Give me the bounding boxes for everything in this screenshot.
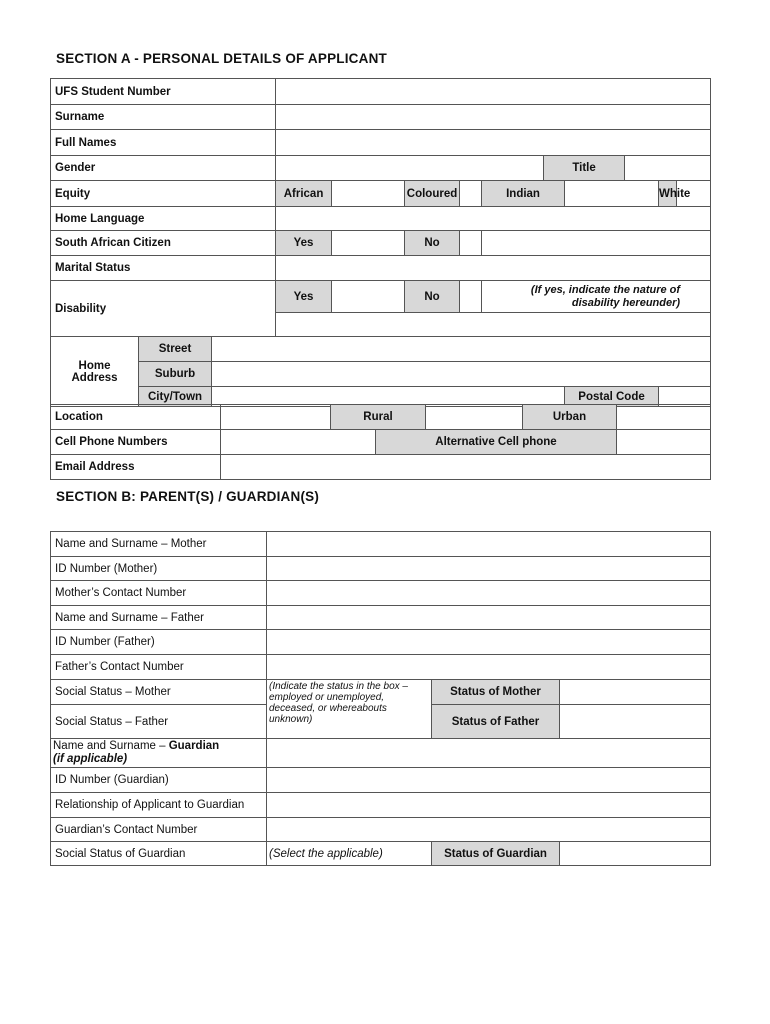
street-label: Street [139,337,212,362]
citizen-no-box[interactable] [460,231,482,256]
guardian-name-prefix: Name and Surname – [53,740,169,752]
equity-african-box[interactable] [332,181,405,207]
citizen-yes-box[interactable] [332,231,405,256]
email-label: Email Address [51,455,221,480]
status-guardian-field[interactable] [560,842,711,866]
home-language-label: Home Language [51,207,276,231]
guardian-id-label: ID Number (Guardian) [51,768,267,793]
disability-nature-field[interactable] [276,313,711,337]
father-name-label: Name and Surname – Father [51,606,267,630]
full-names-field[interactable] [276,130,711,156]
mother-name-field[interactable] [267,532,711,557]
gender-label: Gender [51,156,276,181]
disability-no-label: No [405,281,460,313]
guardian-contact-label: Guardian’s Contact Number [51,818,267,842]
guardian-social-label: Social Status of Guardian [51,842,267,866]
equity-african-label: African [276,181,332,207]
rural-box[interactable] [426,405,523,430]
citizen-yes-label: Yes [276,231,332,256]
urban-label: Urban [523,405,617,430]
mother-contact-field[interactable] [267,581,711,606]
relationship-field[interactable] [267,793,711,818]
email-field[interactable] [221,455,711,480]
disability-no-box[interactable] [460,281,482,313]
mother-name-label: Name and Surname – Mother [51,532,267,557]
title-field[interactable] [625,156,711,181]
rural-label: Rural [331,405,426,430]
street-field[interactable] [212,337,711,362]
marital-status-field[interactable] [276,256,711,281]
personal-details-table [50,78,711,407]
social-father-label: Social Status – Father [51,705,267,739]
disability-yes-label: Yes [276,281,332,313]
guardian-name-bold: Guardian [168,740,220,752]
student-number-label: UFS Student Number [51,79,276,105]
status-mother-label: Status of Mother [432,680,560,705]
home-language-field[interactable] [276,207,711,231]
section-b-title: SECTION B: PARENT(S) / GUARDIAN(S) [56,489,320,504]
father-name-field[interactable] [267,606,711,630]
full-names-label: Full Names [51,130,276,156]
cell-numbers-label: Cell Phone Numbers [51,430,221,455]
social-mother-label: Social Status – Mother [51,680,267,705]
equity-indian-box[interactable] [565,181,659,207]
marital-status-label: Marital Status [51,256,276,281]
suburb-label: Suburb [139,362,212,387]
equity-coloured-label: Coloured [405,181,460,207]
status-guardian-label: Status of Guardian [432,842,560,866]
father-id-label: ID Number (Father) [51,630,267,655]
citizen-extra [482,231,711,256]
location-field[interactable] [221,405,331,430]
relationship-label: Relationship of Applicant to Guardian [51,793,267,818]
equity-label: Equity [51,181,276,207]
disability-note: (If yes, indicate the nature of disability hereunder) [482,281,711,313]
status-note: (Indicate the status in the box – employed or unemployed, deceased, or whereabouts unknown) [267,680,432,739]
citizen-no-label: No [405,231,460,256]
title-label: Title [544,156,625,181]
status-father-field[interactable] [560,705,711,739]
disability-label: Disability [51,281,276,337]
postal-code-label: Postal Code [565,387,659,407]
surname-field[interactable] [276,105,711,130]
disability-yes-box[interactable] [332,281,405,313]
suburb-field[interactable] [212,362,711,387]
parents-guardians-table [50,531,711,866]
alt-cell-field[interactable] [617,430,711,455]
father-contact-field[interactable] [267,655,711,680]
city-town-label: City/Town [139,387,212,407]
sa-citizen-label: South African Citizen [51,231,276,256]
contact-table [50,404,711,480]
select-applicable-note: (Select the applicable) [267,842,432,866]
section-a-title: SECTION A - PERSONAL DETAILS OF APPLICANT [56,51,387,66]
status-father-label: Status of Father [432,705,560,739]
equity-indian-label: Indian [482,181,565,207]
alt-cell-label: Alternative Cell phone [376,430,617,455]
guardian-contact-field[interactable] [267,818,711,842]
urban-box[interactable] [617,405,711,430]
location-label: Location [51,405,221,430]
status-mother-field[interactable] [560,680,711,705]
cell-number-field[interactable] [221,430,376,455]
equity-white-label: White [659,181,677,207]
guardian-name-label [51,739,267,768]
mother-id-label: ID Number (Mother) [51,557,267,581]
father-id-field[interactable] [267,630,711,655]
student-number-field[interactable] [276,79,711,105]
father-contact-label: Father’s Contact Number [51,655,267,680]
gender-field[interactable] [276,156,544,181]
guardian-applicable: (if applicable) [53,753,128,765]
surname-label: Surname [51,105,276,130]
guardian-id-field[interactable] [267,768,711,793]
equity-coloured-box[interactable] [460,181,482,207]
mother-contact-label: Mother’s Contact Number [51,581,267,606]
mother-id-field[interactable] [267,557,711,581]
guardian-name-field[interactable] [267,739,711,768]
home-address-label: Home Address [51,337,139,407]
